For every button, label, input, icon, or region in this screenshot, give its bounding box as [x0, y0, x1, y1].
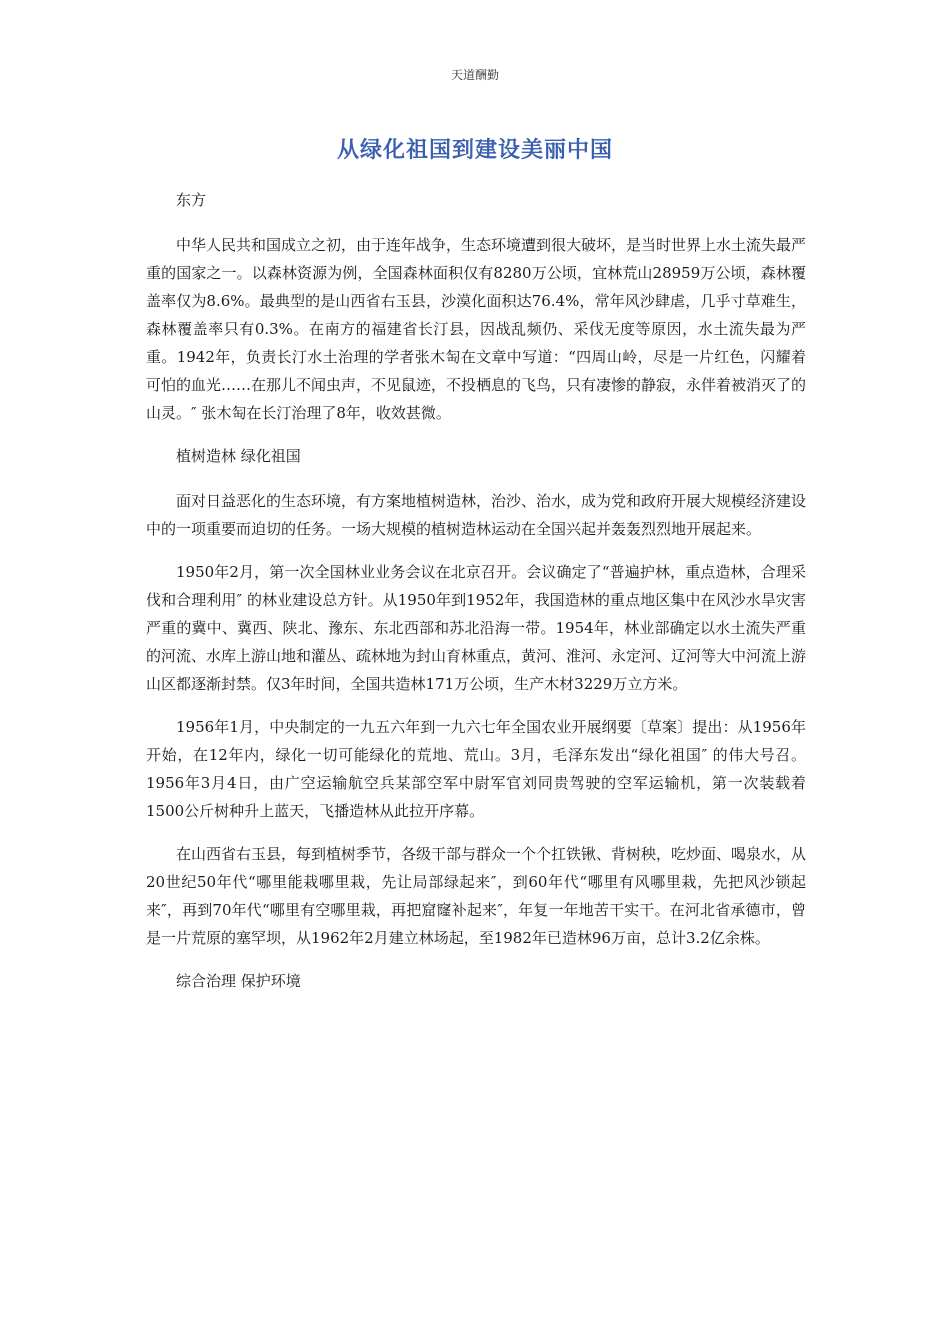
paragraph: 面对日益恶化的生态环境，有方案地植树造林，治沙、治水，成为党和政府开展大规模经济建设中的一项重要而迫切的任务。一场大规模的植树造林运动在全国兴起并轰轰烈烈地开展起来。: [146, 492, 807, 538]
paragraph: 在山西省右玉县，每到植树季节，各级干部与群众一个个扛铁锹、背树秧，吃炒面、喝泉水，从20世纪50年代“哪里能栽哪里栽，先让局部绿起来″，到60年代“哪里有风哪里栽，先把风沙锁起来″，再到70年代“哪里有空哪里栽，再把窟窿补起来″，年复一年地苦干实干。在河北省承德市，曾是一片荒原的塞罕坝，从1962年2月建立林场起，至1982年已造林96万亩，总计3.2亿余株。: [146, 845, 807, 947]
document-body: [146, 186, 806, 1012]
author-line: 东方: [176, 191, 207, 209]
paragraph: 1956年1月，中央制定的一九五六年到一九六七年全国农业开展纲要〔草案〕提出：从1956年开始，在12年内，绿化一切可能绿化的荒地、荒山。3月，毛泽东发出“绿化祖国″ 的伟大号召。1956年3月4日，由广空运输航空兵某部空军中尉军官刘同贵驾驶的空军运输机，第一次装载着1500公斤树种升上蓝天，飞播造林从此拉开序幕。: [146, 718, 806, 820]
paragraph: 中华人民共和国成立之初，由于连年战争，生态环境遭到很大破坏，是当时世界上水土流失最严重的国家之一。以森林资源为例，全国森林面积仅有8280万公顷，宜林荒山28959万公顷，森林覆盖率仅为8.6%。最典型的是山西省右玉县，沙漠化面积达76.4%，常年风沙肆虐，几乎寸草难生，森林覆盖率只有0.3%。在南方的福建省长汀县，因战乱频仍、采伐无度等原因，水土流失最为严重。1942年，负责长汀水土治理的学者张木匋在文章中写道：“四周山岭，尽是一片红色，闪耀着可怕的血光……在那儿不闻虫声，不见鼠迹，不投栖息的飞鸟，只有凄惨的静寂，永伴着被消灭了的山灵。″ 张木匋在长汀治理了8年，收效甚微。: [146, 236, 807, 422]
section-heading: 植树造林 绿化祖国: [176, 447, 301, 465]
section-heading: 综合治理 保护环境: [176, 972, 301, 990]
document-title: 从绿化祖国到建设美丽中国: [336, 138, 613, 163]
paragraph: 1950年2月，第一次全国林业业务会议在北京召开。会议确定了“普遍护林，重点造林，合理采伐和合理利用″ 的林业建设总方针。从1950年到1952年，我国造林的重点地区集中在风沙水旱灾害严重的冀中、冀西、陕北、豫东、东北西部和苏北沿海一带。1954年，林业部确定以水土流失严重的河流、水库上游山地和灌丛、疏林地为封山育林重点，黄河、淮河、永定河、辽河等大中河流上游山区都逐渐封禁。仅3年时间，全国共造林171万公顷，生产木材3229万立方米。: [146, 563, 807, 693]
page-header: 天道酬勤: [450, 68, 499, 82]
